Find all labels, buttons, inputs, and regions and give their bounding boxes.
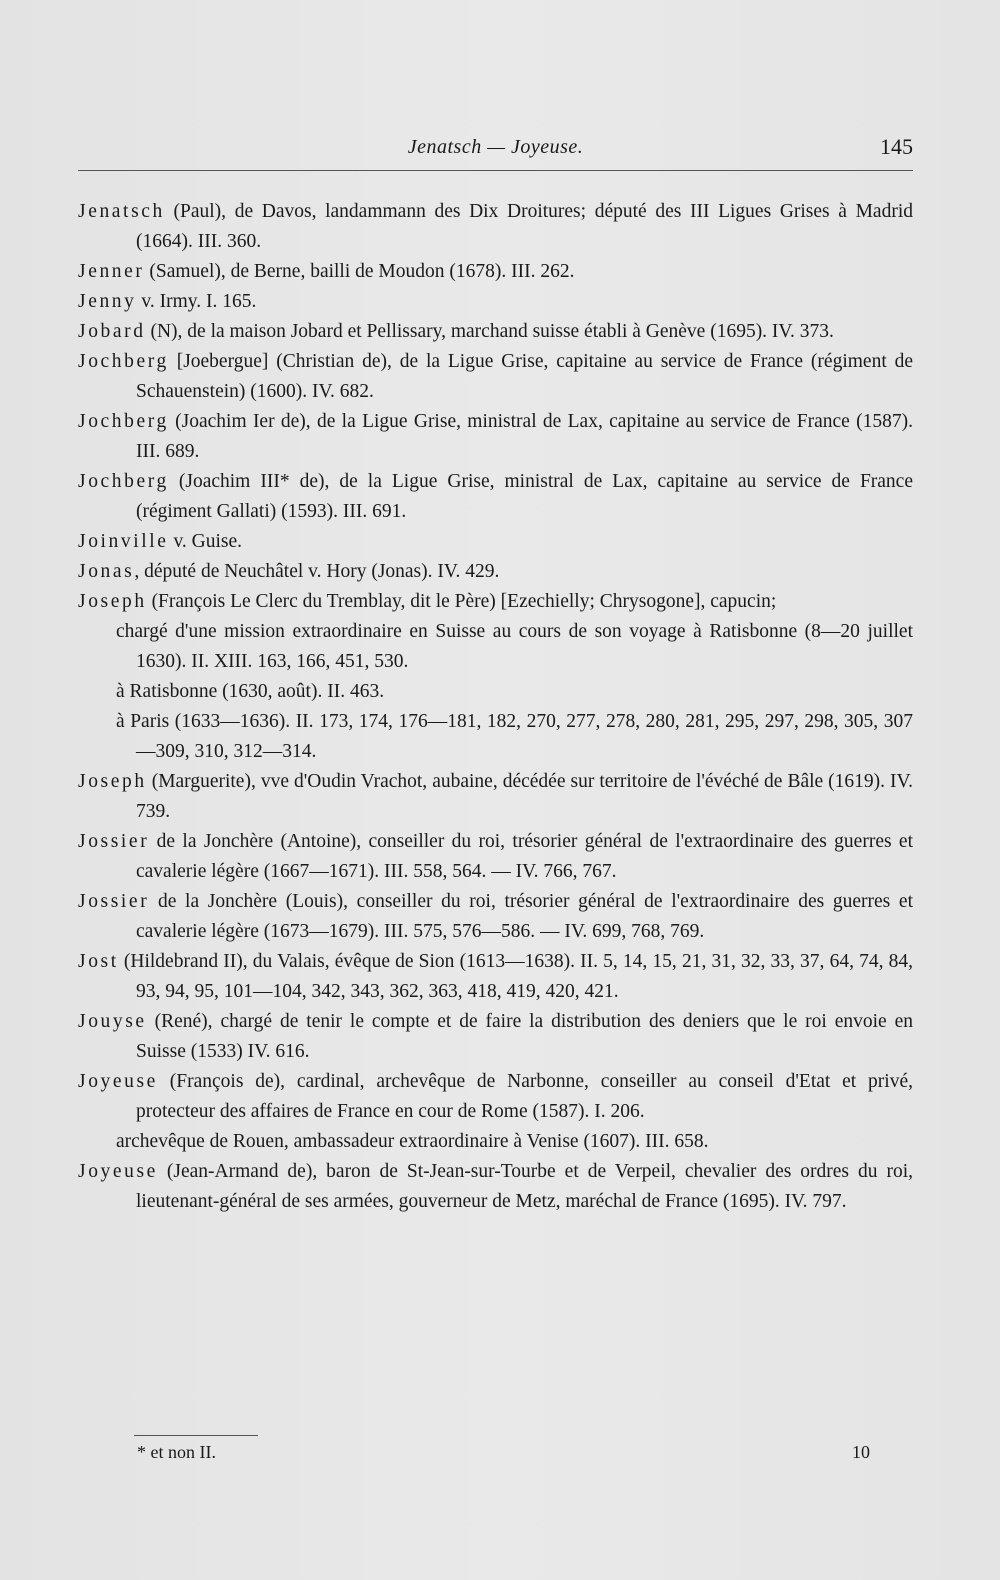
entry-name: Jouyse	[78, 1011, 147, 1032]
entry-name: Jonas	[78, 561, 135, 582]
entry-name: Joseph	[78, 771, 147, 792]
index-subentry	[78, 707, 913, 767]
entry-text: (Hildebrand II), du Valais, évêque de Sion (1613—1638). II. 5, 14, 15, 21, 31, 32, 33, 37, 64, 74, 84, 93, 94, 95, 101—104, 342, 343, 362, 363, 418, 419, 420, 421.	[118, 951, 913, 1002]
entry-text: , député de Neuchâtel v. Hory (Jonas). IV. 429.	[134, 561, 500, 582]
entry-text: (Joachim III* de), de la Ligue Grise, ministral de Lax, capitaine au service de France (régiment Gallati) (1593). III. 691.	[136, 471, 913, 522]
index-entry	[78, 947, 913, 1007]
page-number: 145	[880, 134, 913, 159]
index-entry	[78, 287, 913, 317]
signature-mark: 10	[852, 1442, 870, 1462]
index-entry	[78, 197, 913, 257]
entry-text: [Joebergue] (Christian de), de la Ligue Grise, capitaine au service de France (régiment de Schauenstein) (1600). IV. 682.	[136, 351, 913, 402]
index-entry	[78, 827, 913, 887]
index-entry	[78, 317, 913, 347]
entry-name: Jost	[78, 951, 119, 972]
entry-name: Jenny	[78, 291, 137, 312]
index-entry	[78, 257, 913, 287]
index-subentry	[78, 617, 913, 677]
footnote-rule	[134, 1435, 258, 1436]
entry-text: (François Le Clerc du Tremblay, dit le Père) [Ezechielly; Chrysogone], capucin;	[146, 591, 777, 612]
running-title: Jenatsch — Joyeuse.	[407, 136, 584, 158]
index-entry	[78, 347, 913, 407]
entry-name: Joseph	[78, 591, 147, 612]
index-subentry	[78, 1127, 913, 1157]
index-entry	[78, 1157, 913, 1217]
entry-text: (René), chargé de tenir le compte et de faire la distribution des deniers que le roi envoie en Suisse (1533) IV. 616.	[136, 1011, 913, 1062]
entry-name: Joinville	[78, 531, 169, 552]
entry-name: Jobard	[78, 321, 146, 342]
entry-text: de la Jonchère (Antoine), conseiller du roi, trésorier général de l'extraordinaire des guerres et cavalerie légère (1667—1671). III. 558, 564. — IV. 766, 767.	[136, 831, 913, 882]
index-entry	[78, 587, 913, 617]
entry-text: (N), de la maison Jobard et Pellissary, marchand suisse établi à Genève (1695). IV. 373.	[145, 321, 834, 342]
entry-text: (Joachim Ier de), de la Ligue Grise, ministral de Lax, capitaine au service de France (1587). III. 689.	[136, 411, 913, 462]
entry-name: Jossier	[78, 831, 150, 852]
entry-text: v. Irmy. I. 165.	[136, 291, 257, 312]
entry-text: à Paris (1633—1636). II. 173, 174, 176—181, 182, 270, 277, 278, 280, 281, 295, 297, 298, 305, 307—309, 310, 312—314.	[116, 711, 913, 762]
index-entry	[78, 767, 913, 827]
entry-text: (Marguerite), vve d'Oudin Vrachot, aubaine, décédée sur territoire de l'évéché de Bâle (1619). IV. 739.	[136, 771, 913, 822]
entry-text: (Paul), de Davos, landammann des Dix Droitures; député des III Ligues Grises à Madrid (1664). III. 360.	[136, 201, 913, 252]
header-rule	[78, 170, 913, 171]
page-header	[78, 132, 913, 172]
index-entries	[78, 197, 913, 1217]
index-entry	[78, 527, 913, 557]
index-entry	[78, 1007, 913, 1067]
entry-name: Joyeuse	[78, 1161, 158, 1182]
entry-name: Jochberg	[78, 471, 169, 492]
entry-text: chargé d'une mission extraordinaire en Suisse au cours de son voyage à Ratisbonne (8—20 juillet 1630). II. XIII. 163, 166, 451, 530.	[116, 621, 913, 672]
entry-name: Jenatsch	[78, 201, 165, 222]
index-entry	[78, 467, 913, 527]
index-entry	[78, 887, 913, 947]
entry-text: de la Jonchère (Louis), conseiller du roi, trésorier général de l'extraordinaire des guerres et cavalerie légère (1673—1679). III. 575, 576—586. — IV. 699, 768, 769.	[136, 891, 913, 942]
entry-text: v. Guise.	[168, 531, 243, 552]
entry-text: archevêque de Rouen, ambassadeur extraordinaire à Venise (1607). III. 658.	[116, 1131, 709, 1152]
entry-text: (Jean-Armand de), baron de St-Jean-sur-Tourbe et de Verpeil, chevalier des ordres du roi, lieutenant-général de ses armées, gouverneur de Metz, maréchal de France (1695). IV. 797.	[136, 1161, 913, 1212]
footnote: * et non II.	[137, 1442, 216, 1462]
entry-text: (Samuel), de Berne, bailli de Moudon (1678). III. 262.	[144, 261, 575, 282]
index-entry	[78, 407, 913, 467]
entry-name: Jossier	[78, 891, 150, 912]
index-entry	[78, 557, 913, 587]
entry-name: Jochberg	[78, 411, 169, 432]
entry-name: Joyeuse	[78, 1071, 158, 1092]
entry-name: Jenner	[78, 261, 145, 282]
entry-text: (François de), cardinal, archevêque de Narbonne, conseiller au conseil d'Etat et privé, protecteur des affaires de France en cour de Rome (1587). I. 206.	[136, 1071, 913, 1122]
index-subentry	[78, 677, 913, 707]
entry-text: à Ratisbonne (1630, août). II. 463.	[116, 681, 385, 702]
entry-name: Jochberg	[78, 351, 169, 372]
index-entry	[78, 1067, 913, 1127]
